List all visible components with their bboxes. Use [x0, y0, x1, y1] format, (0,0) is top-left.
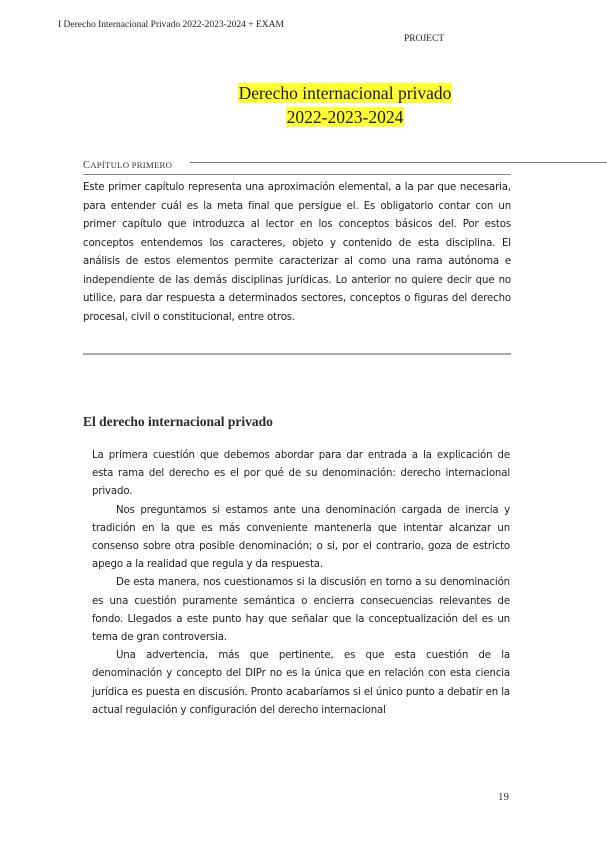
section-heading: El derecho internacional privado — [83, 414, 273, 429]
document-title — [0, 82, 607, 129]
project-label: PROJECT — [404, 34, 445, 44]
chapter-label-initial: C — [83, 160, 91, 171]
chapter-abstract: Este primer capítulo representa una aproximación elemental, a la par que necesaria, para entender cuál es la meta final que persigue el. Es obligatorio contar con un primer capítulo que introduzca al lector en los conceptos básicos del. Por estos conceptos entendemos los caracteres, objeto y contenido de esta disciplina. El análisis de estos elementos permite caracterizar al como una rama autónoma e independiente de las demás disciplinas jurídicas. Lo anterior no quiere decir que no utilice, para dar respuesta a determinados sectores, conceptos o figuras del derecho procesal, civil o constitucional, entre otros. — [83, 182, 511, 323]
body-paragraph-1: La primera cuestión que debemos abordar para dar entrada a la explicación de esta rama del derecho es el por qué de su denominación: derecho internacional privado. — [92, 450, 510, 498]
title-line-1: Derecho internacional privado — [238, 83, 452, 103]
body-paragraph-3: De esta manera, nos cuestionamos si la discusión en torno a su denominación es una cuestión puramente semántica o encierra consecuencias relevantes de fondo. Llegados a este punto hay que señalar que la conceptualización del es un tema de gran controversia. — [92, 577, 510, 644]
chapter-label — [83, 160, 172, 171]
section-body — [92, 447, 510, 720]
abstract-divider — [83, 353, 511, 355]
title-line-2: 2022-2023-2024 — [286, 106, 404, 127]
chapter-label-rest: APÍTULO PRIMERO — [90, 160, 173, 170]
page-number: 19 — [498, 791, 509, 803]
chapter-divider — [83, 174, 511, 175]
body-paragraph-2: Nos preguntamos si estamos ante una denominación cargada de inercia y tradición en la que es más conveniente mantenerla que intentar alcanzar un consenso sobre otra posible denominación; o si, por el contrario, goza de estricto apego a la realidad que regula y da respuesta. — [92, 504, 510, 571]
body-paragraph-4: Una advertencia, más que pertinente, es que esta cuestión de la denominación y concepto del DIPr no es la única que en relación con esta ciencia jurídica es puesta en discusión. Pronto acabaríamos si el único punto a debatir en la actual regulación y configuración del derecho internacional — [92, 650, 510, 716]
running-header: I Derecho Internacional Privado 2022-2023-2024 + EXAM — [58, 20, 284, 30]
chapter-rule-right — [190, 162, 607, 163]
